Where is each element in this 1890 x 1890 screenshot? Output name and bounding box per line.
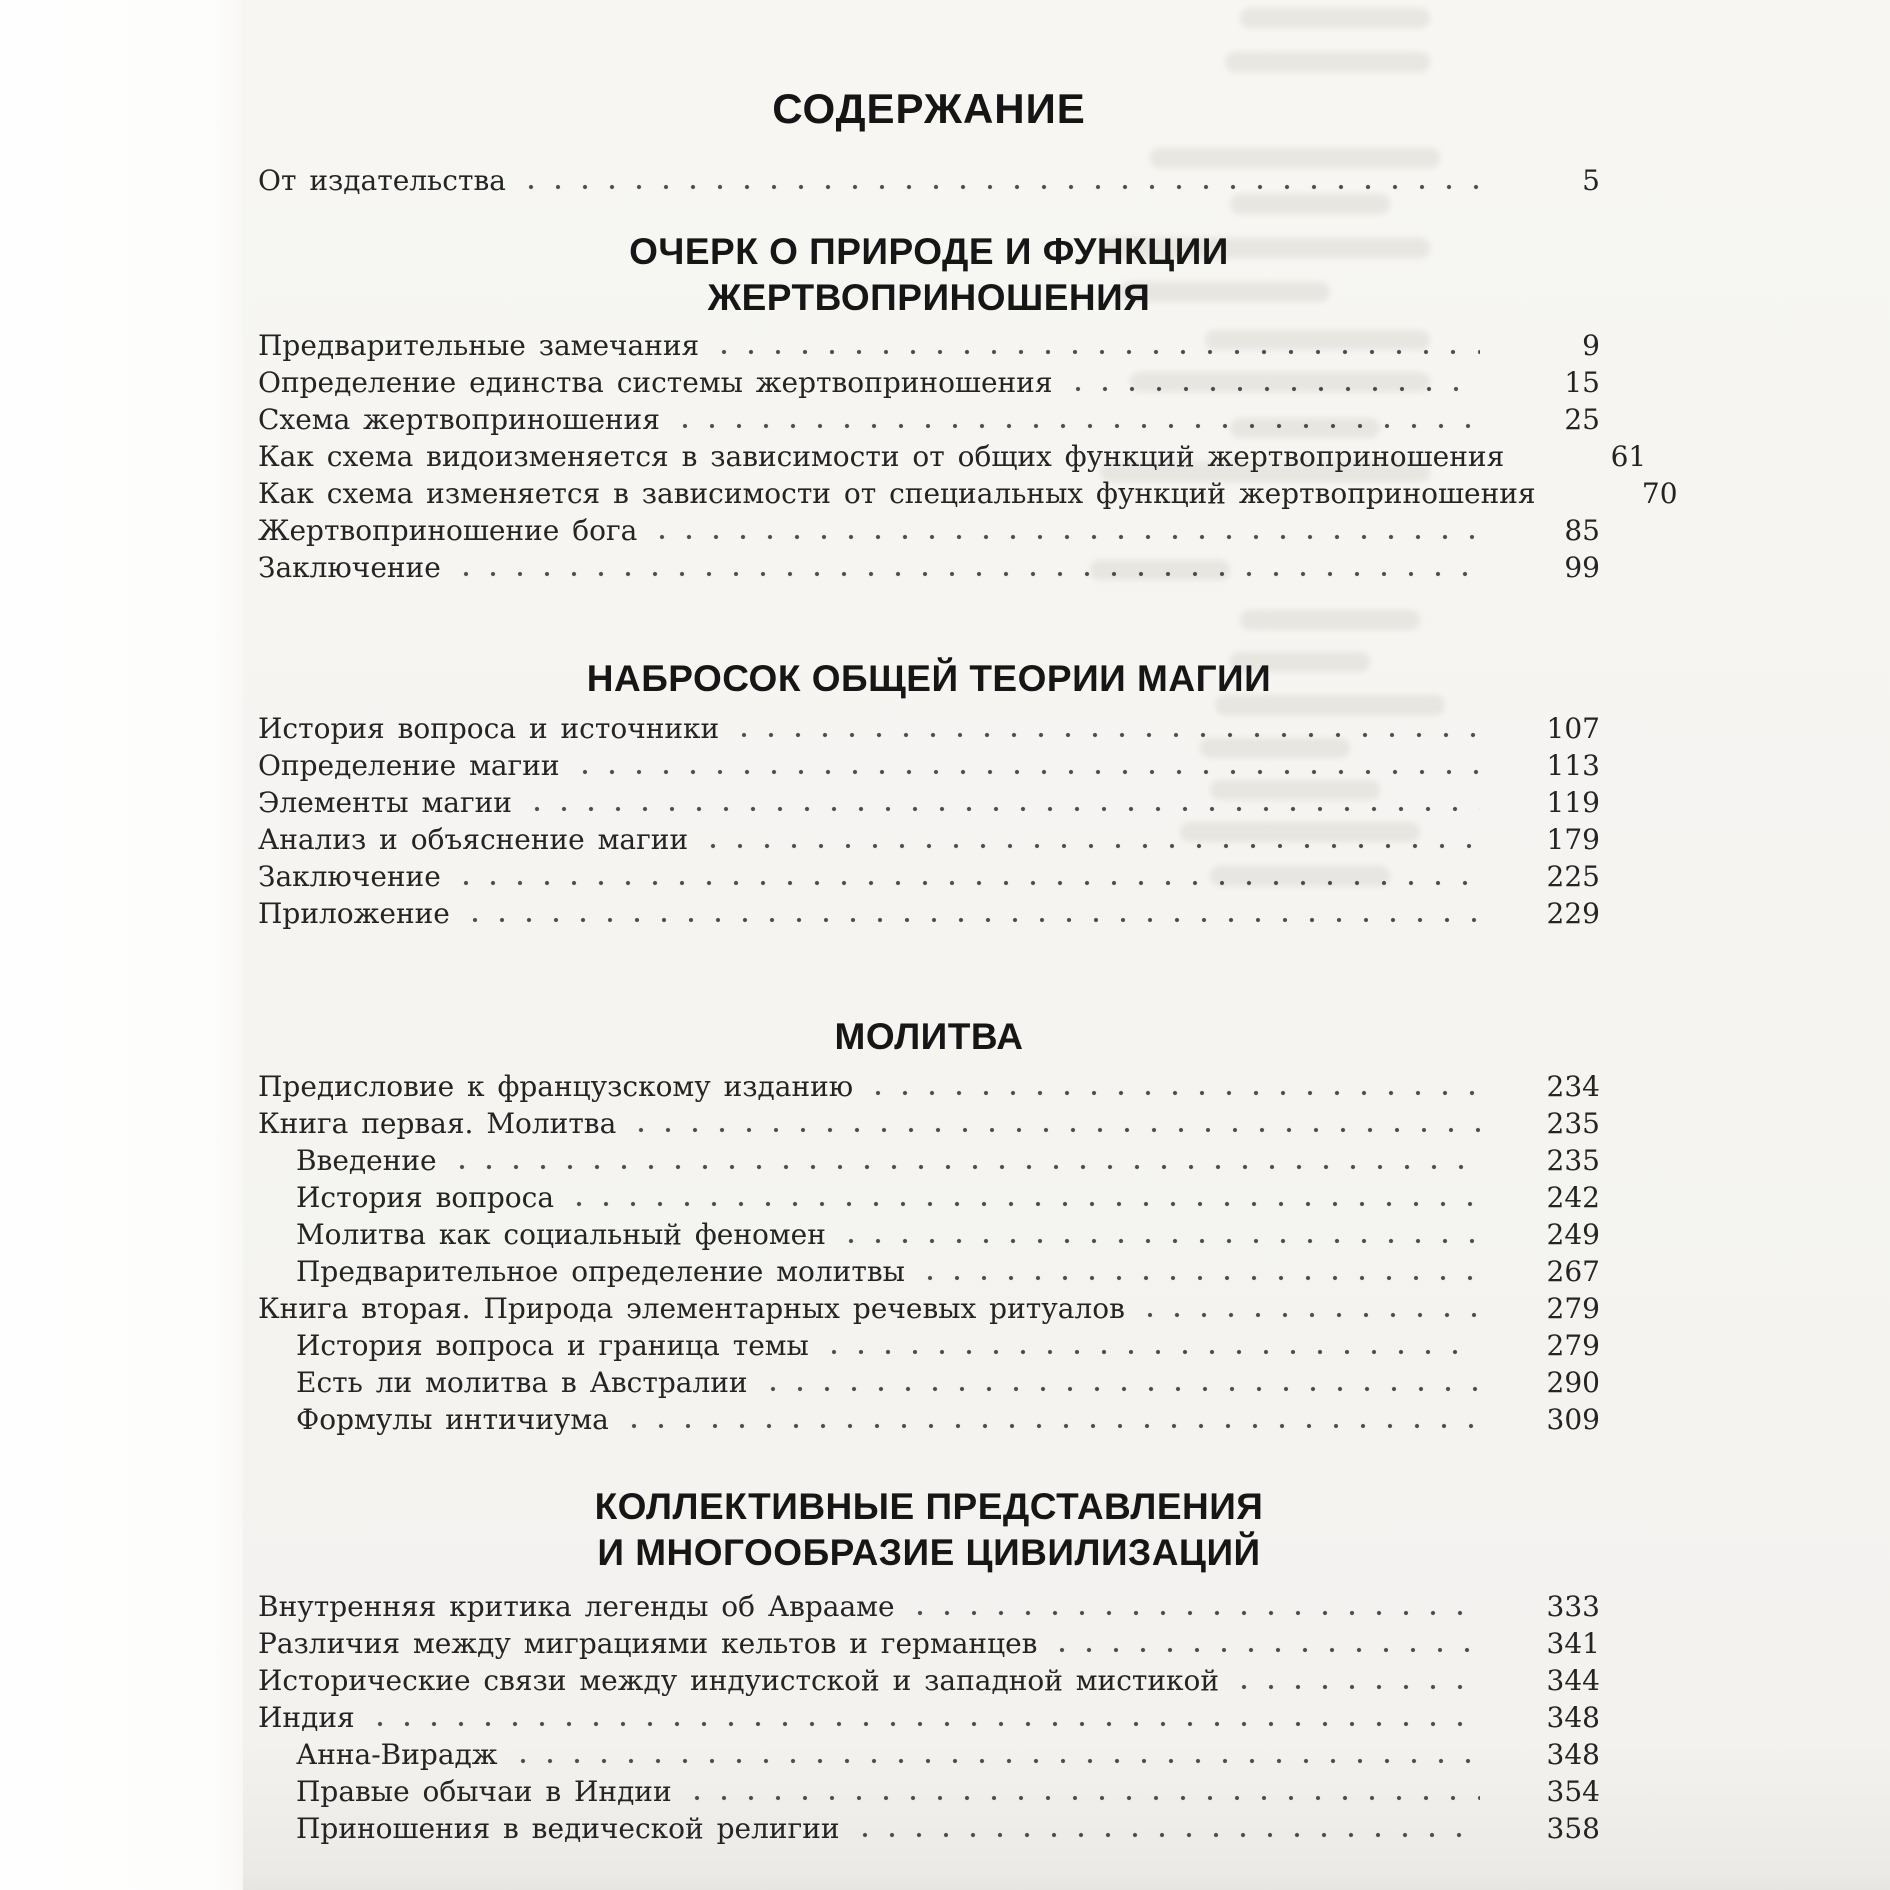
toc-entry-page: 85 [1564, 514, 1600, 547]
toc-entry-page: 15 [1564, 366, 1600, 399]
toc-entry-label: Заключение [258, 551, 441, 584]
toc-leader-dots [638, 1126, 1480, 1135]
toc-leader-dots [770, 1385, 1480, 1394]
toc-entry-page: 5 [1582, 164, 1600, 197]
toc-entry-label: Предварительные замечания [258, 329, 700, 362]
toc-entry [258, 549, 1600, 586]
toc-entry [258, 162, 1600, 199]
toc-entry-page: 229 [1546, 897, 1600, 930]
toc-leader-dots [741, 731, 1480, 740]
toc-section [258, 656, 1600, 932]
toc-section [258, 1484, 1600, 1847]
toc-leader-dots [463, 879, 1480, 888]
toc-entry-label: Есть ли молитва в Австралии [296, 1366, 748, 1399]
toc-entry-page: 341 [1546, 1627, 1600, 1660]
toc-entry-page: 107 [1546, 712, 1600, 745]
toc-entry-page: 279 [1546, 1329, 1600, 1362]
toc-entry-page: 235 [1546, 1107, 1600, 1140]
toc-entry-label: От издательства [258, 164, 506, 197]
section-heading: ЖЕРТВОПРИНОШЕНИЯ [707, 277, 1151, 318]
toc-entry-label: Приложение [258, 897, 450, 930]
toc-entry-page: 179 [1546, 823, 1600, 856]
toc-entry [258, 1142, 1600, 1179]
toc-entry [258, 1327, 1600, 1364]
toc-entry [258, 1588, 1600, 1625]
toc-entry [258, 512, 1600, 549]
toc-entry-page: 61 [1610, 440, 1647, 473]
toc-leader-dots [1059, 1646, 1480, 1655]
toc-entry-label: Формулы интичиума [296, 1403, 609, 1436]
toc-entry [258, 1179, 1600, 1216]
toc-entry [258, 1662, 1600, 1699]
toc-entry-label: Приношения в ведической религии [296, 1812, 840, 1845]
toc-entry [258, 1736, 1600, 1773]
toc-entry-label: Элементы магии [258, 786, 512, 819]
toc-leader-dots [862, 1831, 1480, 1840]
toc-rows [258, 1068, 1600, 1438]
toc-entry-label: Предварительное определение молитвы [296, 1255, 905, 1288]
toc-leader-dots [377, 1720, 1480, 1729]
toc-leader-dots [472, 916, 1480, 925]
toc-entry-label: Анна-Вирадж [296, 1738, 498, 1771]
toc-leader-dots [459, 1163, 1480, 1172]
toc-entry-page: 119 [1546, 786, 1600, 819]
toc-entry [258, 1105, 1600, 1142]
toc-leader-dots [875, 1089, 1480, 1098]
toc-entry [258, 784, 1600, 821]
toc-leader-dots [520, 1757, 1480, 1766]
toc-entry [258, 821, 1600, 858]
toc-entry [258, 1401, 1600, 1438]
toc-entry [258, 1253, 1600, 1290]
toc-leader-dots [1075, 385, 1480, 394]
toc-entry-page: 358 [1546, 1812, 1600, 1845]
toc-leader-dots [1147, 1311, 1480, 1320]
toc-entry-page: 9 [1582, 329, 1600, 362]
table-of-contents [258, 0, 1678, 1847]
page-edge-strip [0, 0, 243, 1890]
toc-entry [258, 1290, 1600, 1327]
section-heading: И МНОГООБРАЗИЕ ЦИВИЛИЗАЦИЙ [597, 1532, 1261, 1573]
toc-leader-dots [710, 842, 1480, 851]
toc-entry-label: История вопроса [296, 1181, 555, 1214]
toc-entry-page: 344 [1546, 1664, 1600, 1697]
toc-leader-dots [631, 1422, 1480, 1431]
toc-entry-label: Правые обычаи в Индии [296, 1775, 672, 1808]
toc-section [258, 1014, 1600, 1438]
section-heading: ОЧЕРК О ПРИРОДЕ И ФУНКЦИИ [629, 231, 1229, 272]
toc-entry-label: Исторические связи между индуистской и западной мистикой [258, 1664, 1220, 1697]
toc-entry [258, 1699, 1600, 1736]
toc-entry [258, 858, 1600, 895]
toc-entry-label: История вопроса и источники [258, 712, 720, 745]
toc-entry-page: 348 [1546, 1738, 1600, 1771]
toc-entry-label: Различия между миграциями кельтов и германцев [258, 1627, 1038, 1660]
toc-rows [258, 162, 1600, 199]
toc-entry-label: Схема жертвоприношения [258, 403, 660, 436]
toc-leader-dots [721, 348, 1480, 357]
toc-entry-label: Книга вторая. Природа элементарных речевых ритуалов [258, 1292, 1125, 1325]
toc-entry-page: 249 [1546, 1218, 1600, 1251]
toc-entry-page: 309 [1546, 1403, 1600, 1436]
toc-entry-page: 70 [1641, 477, 1678, 510]
toc-section [258, 162, 1600, 199]
toc-entry [258, 1810, 1600, 1847]
toc-entry-page: 242 [1546, 1181, 1600, 1214]
toc-entry [258, 1364, 1600, 1401]
toc-entry-page: 290 [1546, 1366, 1600, 1399]
toc-leader-dots [694, 1794, 1480, 1803]
toc-leader-dots [582, 768, 1480, 777]
toc-entry-label: Внутренняя критика легенды об Аврааме [258, 1590, 895, 1623]
toc-entry-page: 279 [1546, 1292, 1600, 1325]
toc-entry-label: Определение единства системы жертвоприношения [258, 366, 1053, 399]
toc-entry-label: Как схема видоизменяется в зависимости от общих функций жертвоприношения [258, 440, 1505, 473]
toc-leader-dots [831, 1348, 1480, 1357]
section-heading: НАБРОСОК ОБЩЕЙ ТЕОРИИ МАГИИ [586, 658, 1272, 699]
toc-rows [258, 710, 1600, 932]
toc-entry-page: 333 [1546, 1590, 1600, 1623]
toc-entry [258, 475, 1678, 512]
toc-entry-label: Определение магии [258, 749, 560, 782]
page-title: СОДЕРЖАНИЕ [772, 85, 1086, 132]
toc-sections [258, 162, 1678, 1847]
toc-entry [258, 747, 1600, 784]
toc-entry-label: История вопроса и граница темы [296, 1329, 809, 1362]
toc-entry [258, 364, 1600, 401]
toc-entry-page: 225 [1546, 860, 1600, 893]
toc-leader-dots [463, 570, 1480, 579]
toc-entry-page: 267 [1546, 1255, 1600, 1288]
toc-leader-dots [682, 422, 1480, 431]
toc-entry-label: Анализ и объяснение магии [258, 823, 689, 856]
toc-section [258, 229, 1678, 586]
toc-entry [258, 710, 1600, 747]
toc-entry [258, 327, 1600, 364]
toc-entry-page: 113 [1546, 749, 1600, 782]
toc-leader-dots [576, 1200, 1480, 1209]
toc-entry [258, 401, 1600, 438]
toc-entry [258, 1216, 1600, 1253]
toc-entry-page: 348 [1546, 1701, 1600, 1734]
toc-entry-page: 25 [1564, 403, 1600, 436]
toc-leader-dots [534, 805, 1480, 814]
toc-entry-label: Введение [296, 1144, 437, 1177]
toc-rows [258, 1588, 1600, 1847]
toc-entry-page: 235 [1546, 1144, 1600, 1177]
toc-leader-dots [659, 533, 1480, 542]
toc-entry [258, 895, 1600, 932]
toc-leader-dots [917, 1609, 1480, 1618]
toc-entry-label: Жертвоприношение бога [258, 514, 638, 547]
toc-entry-label: Заключение [258, 860, 441, 893]
toc-leader-dots [528, 183, 1480, 192]
toc-entry-page: 234 [1546, 1070, 1600, 1103]
toc-entry-label: Предисловие к французскому изданию [258, 1070, 854, 1103]
toc-entry-page: 99 [1564, 551, 1600, 584]
toc-entry-label: Книга первая. Молитва [258, 1107, 617, 1140]
section-heading: МОЛИТВА [834, 1016, 1024, 1057]
toc-rows [258, 327, 1678, 586]
section-heading: КОЛЛЕКТИВНЫЕ ПРЕДСТАВЛЕНИЯ [594, 1486, 1264, 1527]
toc-leader-dots [848, 1237, 1480, 1246]
toc-entry [258, 1773, 1600, 1810]
toc-entry-label: Как схема изменяется в зависимости от специальных функций жертвоприношения [258, 477, 1536, 510]
toc-entry [258, 1625, 1600, 1662]
toc-entry-label: Молитва как социальный феномен [296, 1218, 826, 1251]
toc-entry-page: 354 [1546, 1775, 1600, 1808]
toc-entry [258, 438, 1647, 475]
toc-leader-dots [927, 1274, 1480, 1283]
toc-leader-dots [1241, 1683, 1480, 1692]
toc-entry-label: Индия [258, 1701, 355, 1734]
toc-entry [258, 1068, 1600, 1105]
